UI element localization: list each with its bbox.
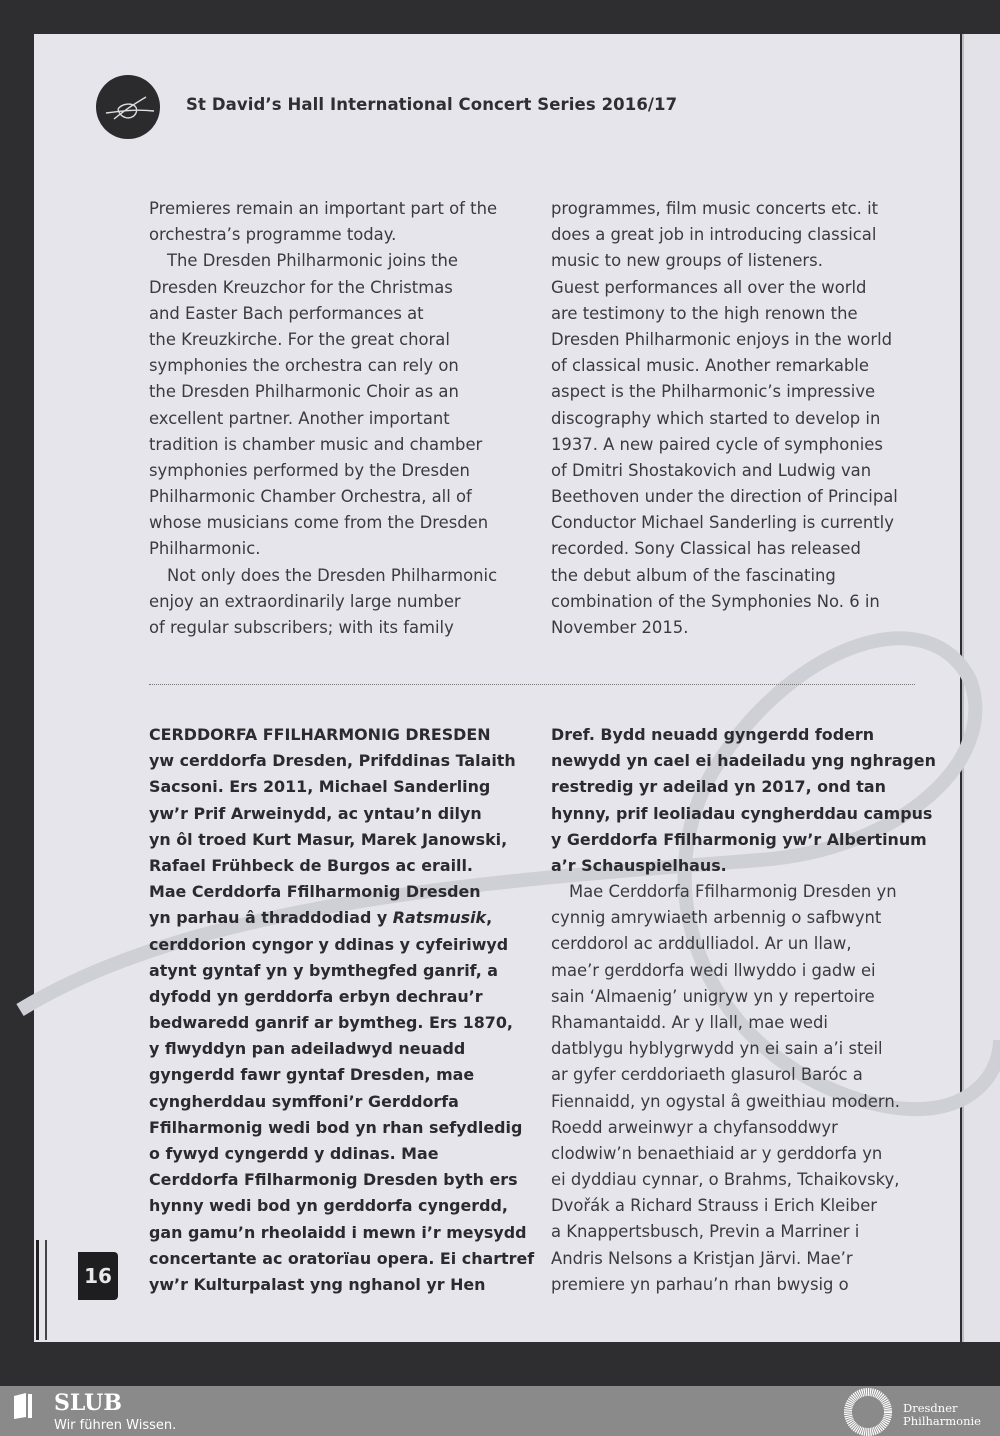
text-line <box>149 196 497 222</box>
text-line-content: Fiennaidd, yn ogystal â gweithiau modern. <box>551 1091 900 1111</box>
text-line <box>149 1036 534 1062</box>
text-line-suffix: , <box>486 908 493 928</box>
text-line <box>551 510 898 536</box>
text-line <box>551 406 898 432</box>
text-line-content: programmes, film music concerts etc. it <box>551 199 879 218</box>
text-line <box>149 510 497 536</box>
welsh-text-right-bold-paragraph <box>551 722 936 879</box>
text-line <box>149 853 534 879</box>
text-line-content: of classical music. Another remarkable <box>551 356 869 376</box>
text-line <box>149 1193 534 1219</box>
text-line-content: whose musicians come from the Dresden <box>149 513 489 533</box>
text-line <box>551 222 898 248</box>
text-line-content: cerddorol ac arddulliadol. Ar un llaw, <box>551 934 852 954</box>
text-line <box>551 1010 900 1036</box>
text-line <box>551 1036 900 1062</box>
text-line <box>149 801 534 827</box>
text-line-content: Andris Nelsons a Kristjan Järvi. Mae’r <box>551 1248 853 1268</box>
text-line-content: yn ôl troed Kurt Masur, Marek Janowski, <box>149 829 508 849</box>
text-line <box>551 1089 900 1115</box>
text-line-content: Dref. Bydd neuadd gyngerdd fodern <box>551 725 875 744</box>
text-line <box>149 248 497 274</box>
text-line-content: ei dyddiau cynnar, o Brahms, Tchaikovsky, <box>551 1170 900 1190</box>
text-line <box>149 1089 534 1115</box>
text-line <box>149 432 497 458</box>
text-line-content: Philharmonic Chamber Orchestra, all of <box>149 487 472 507</box>
text-line-content: concertante ac oratorïau opera. Ei chartref <box>149 1248 535 1268</box>
text-line-content: the debut album of the fascinating <box>551 565 836 585</box>
text-line <box>149 589 497 615</box>
text-line-content: Guest performances all over the world <box>551 277 867 297</box>
text-line-content: enjoy an extraordinarily large number <box>149 591 461 611</box>
text-line <box>551 853 936 879</box>
next-page-edge <box>962 34 1000 1342</box>
text-line-content: excellent partner. Another important <box>149 408 450 428</box>
text-line-content: combination of the Symphonies No. 6 in <box>551 591 880 611</box>
text-line <box>551 248 898 274</box>
text-line <box>149 353 497 379</box>
text-line <box>551 879 900 905</box>
text-line <box>149 879 534 905</box>
text-line-content: and Easter Bach performances at <box>149 303 424 323</box>
text-line-content: Beethoven under the direction of Principal <box>551 487 898 507</box>
text-line <box>149 1141 534 1167</box>
text-line-content: gyngerdd fawr gyntaf Dresden, mae <box>149 1065 475 1085</box>
dresdner-philharmonie-logo-text[interactable] <box>903 1402 981 1428</box>
text-line-content: mae’r gerddorfa wedi llwyddo i gadw ei <box>551 960 876 980</box>
text-line-content: of Dmitri Shostakovich and Ludwig van <box>551 460 872 480</box>
text-line-content: Rhamantaidd. Ar y llall, mae wedi <box>551 1012 828 1032</box>
text-line-content: aspect is the Philharmonic’s impressive <box>551 382 876 402</box>
text-line <box>551 1167 900 1193</box>
text-line <box>149 984 534 1010</box>
text-line-content: discography which started to develop in <box>551 408 881 428</box>
text-line <box>149 932 534 958</box>
text-line-content: ar gyfer cerddoriaeth glasurol Baróc a <box>551 1065 863 1085</box>
text-line-content: the Kreuzkirche. For the great choral <box>149 329 450 349</box>
partner-name-line2: Philharmonie <box>903 1414 981 1428</box>
text-line <box>551 432 898 458</box>
text-line-content: hynny, prif leoliadau cyngherddau campus <box>551 803 933 823</box>
text-line-content: of regular subscribers; with its family <box>149 618 454 637</box>
text-line-content: tradition is chamber music and chamber <box>149 434 483 454</box>
text-line <box>149 327 497 353</box>
partner-name-line1: Dresdner <box>903 1401 958 1415</box>
text-line <box>551 484 898 510</box>
text-line <box>551 801 936 827</box>
welsh-text-right-column <box>551 879 900 1298</box>
text-line <box>551 275 898 301</box>
text-line-content: the Dresden Philharmonic Choir as an <box>149 382 459 402</box>
text-line-content: bedwaredd ganrif ar bymtheg. Ers 1870, <box>149 1013 513 1033</box>
text-line-content: cyngherddau symffoni’r Gerddorfa <box>149 1091 459 1111</box>
text-line-content: hynny wedi bod yn gerddorfa cyngerdd, <box>149 1196 508 1216</box>
text-line-content: yn parhau â thraddodiad y <box>149 908 393 928</box>
text-line-content: yw’r Kulturpalast yng nghanol yr Hen <box>149 1274 486 1294</box>
text-line-content: Rafael Frühbeck de Burgos ac eraill. <box>149 855 473 875</box>
dresdner-philharmonie-logo-icon <box>844 1388 892 1436</box>
text-line <box>551 905 900 931</box>
text-line <box>551 931 900 957</box>
text-line <box>149 1062 534 1088</box>
text-line <box>551 1246 900 1272</box>
text-line-content: are testimony to the high renown the <box>551 303 858 323</box>
text-line-content: Mae Cerddorfa Ffilharmonig Dresden <box>149 882 481 902</box>
text-line-content: Ffilharmonig wedi bod yn rhan sefydledig <box>149 1117 523 1137</box>
text-line-content: Roedd arweinwyr a chyfansoddwyr <box>551 1117 838 1137</box>
text-line <box>551 379 898 405</box>
text-line <box>551 1141 900 1167</box>
text-line <box>149 301 497 327</box>
text-line-content: symphonies the orchestra can rely on <box>149 356 459 376</box>
text-line <box>551 984 900 1010</box>
text-line-content: dyfodd yn gerddorfa erbyn dechrau’r <box>149 986 483 1006</box>
text-line <box>551 827 936 853</box>
text-line <box>149 1010 534 1036</box>
text-line <box>551 748 936 774</box>
text-line-content: Premieres remain an important part of the <box>149 199 498 218</box>
text-line <box>149 1272 534 1298</box>
slub-tagline: Wir führen Wissen. <box>54 1418 177 1433</box>
text-line <box>551 722 936 748</box>
text-line-content: datblygu hyblygrwydd yn ei sain a’i steil <box>551 1039 883 1059</box>
text-line-content: Cerddorfa Ffilharmonig Dresden byth ers <box>149 1170 518 1190</box>
text-line-content: orchestra’s programme today. <box>149 225 397 245</box>
text-line <box>149 722 534 748</box>
text-line-content: restredig yr adeilad yn 2017, ond tan <box>551 777 886 797</box>
text-line <box>551 196 898 222</box>
text-line-content: yw cerddorfa Dresden, Prifddinas Talaith <box>149 751 516 771</box>
text-line <box>149 484 497 510</box>
slub-logo-text[interactable]: SLUB <box>54 1390 122 1416</box>
text-line <box>149 406 497 432</box>
text-line <box>551 1219 900 1245</box>
text-line <box>551 1115 900 1141</box>
text-line <box>551 615 898 641</box>
text-line-content: a’r Schauspielhaus. <box>551 855 727 875</box>
text-line-content: y Gerddorfa Ffilharmonig yw’r Albertinum <box>551 829 927 849</box>
italic-term: Ratsmusik <box>392 908 487 928</box>
english-text-left-column <box>149 196 497 641</box>
text-line-content: 1937. A new paired cycle of symphonies <box>551 434 883 454</box>
text-line-content: newydd yn cael ei hadeiladu yng nghragen <box>551 751 936 771</box>
text-line <box>149 222 497 248</box>
text-line <box>149 275 497 301</box>
text-line-content: clodwiw’n benaethiaid ar y gerddorfa yn <box>551 1143 883 1163</box>
text-line <box>551 1193 900 1219</box>
text-line-content: Dresden Kreuzchor for the Christmas <box>149 277 453 297</box>
english-text-right-column <box>551 196 898 641</box>
text-line-content: Dresden Philharmonic enjoys in the world <box>551 329 893 349</box>
text-line-content: Sacsoni. Ers 2011, Michael Sanderling <box>149 777 491 797</box>
text-line <box>551 1062 900 1088</box>
text-line-content: symphonies performed by the Dresden <box>149 460 470 480</box>
text-line <box>149 748 534 774</box>
slub-book-icon <box>12 1392 34 1420</box>
text-line <box>551 301 898 327</box>
text-line-content: gan gamu’n rheolaidd i mewn i’r meysydd <box>149 1222 527 1242</box>
text-line-content: Philharmonic. <box>149 539 261 559</box>
text-line <box>551 353 898 379</box>
text-line-content: cynnig amrywiaeth arbennig o safbwynt <box>551 908 882 928</box>
text-line-content: recorded. Sony Classical has released <box>551 539 861 559</box>
text-line <box>149 536 497 562</box>
welsh-text-left-column <box>149 722 534 1298</box>
text-line-content: y flwyddyn pan adeiladwyd neuadd <box>149 1039 466 1059</box>
text-line <box>149 827 534 853</box>
text-line-content: Dvořák a Richard Strauss i Erich Kleiber <box>551 1196 878 1216</box>
text-line-content: premiere yn parhau’n rhan bwysig o <box>551 1274 849 1294</box>
text-line-content: Conductor Michael Sanderling is currently <box>551 513 894 533</box>
text-line-content: CERDDORFA FFILHARMONIG DRESDEN <box>149 725 491 744</box>
text-line <box>149 1115 534 1141</box>
text-line <box>551 458 898 484</box>
text-line-content: a Knappertsbusch, Previn a Marriner i <box>551 1222 860 1242</box>
text-line-content: o fywyd cyngerdd y ddinas. Mae <box>149 1144 439 1163</box>
text-line-content: sain ‘Almaenig’ unigryw yn y repertoire <box>551 986 875 1006</box>
text-line-content: Mae Cerddorfa Ffilharmonig Dresden yn <box>569 882 897 901</box>
text-line-content: music to new groups of listeners. <box>551 251 823 271</box>
text-line <box>149 905 534 931</box>
text-line-content: Not only does the Dresden Philharmonic <box>167 565 498 585</box>
text-line <box>551 1272 900 1298</box>
text-line <box>551 774 936 800</box>
text-line <box>551 958 900 984</box>
text-line <box>149 563 497 589</box>
text-line-content: cerddorion cyngor y ddinas y cyfeiriwyd <box>149 934 509 954</box>
page-stack-edge <box>36 1240 47 1340</box>
section-divider <box>149 684 915 685</box>
text-line <box>149 1220 534 1246</box>
text-line <box>149 379 497 405</box>
text-line <box>149 615 497 641</box>
concert-series-logo <box>96 75 160 139</box>
text-line-content: does a great job in introducing classical <box>551 225 877 245</box>
page-number: 16 <box>78 1252 118 1300</box>
text-line-content: November 2015. <box>551 618 689 637</box>
text-line <box>551 589 898 615</box>
text-line <box>149 458 497 484</box>
text-line-content: The Dresden Philharmonic joins the <box>167 251 458 271</box>
header-title: St David’s Hall International Concert Series 2016/17 <box>186 95 678 114</box>
text-line <box>551 536 898 562</box>
text-line-content: yw’r Prif Arweinydd, ac yntau’n dilyn <box>149 803 482 823</box>
text-line <box>551 563 898 589</box>
text-line <box>149 774 534 800</box>
text-line <box>149 958 534 984</box>
text-line <box>149 1246 534 1272</box>
text-line-content: atynt gyntaf yn y bymthegfed ganrif, a <box>149 960 499 980</box>
text-line <box>551 327 898 353</box>
text-line <box>149 1167 534 1193</box>
